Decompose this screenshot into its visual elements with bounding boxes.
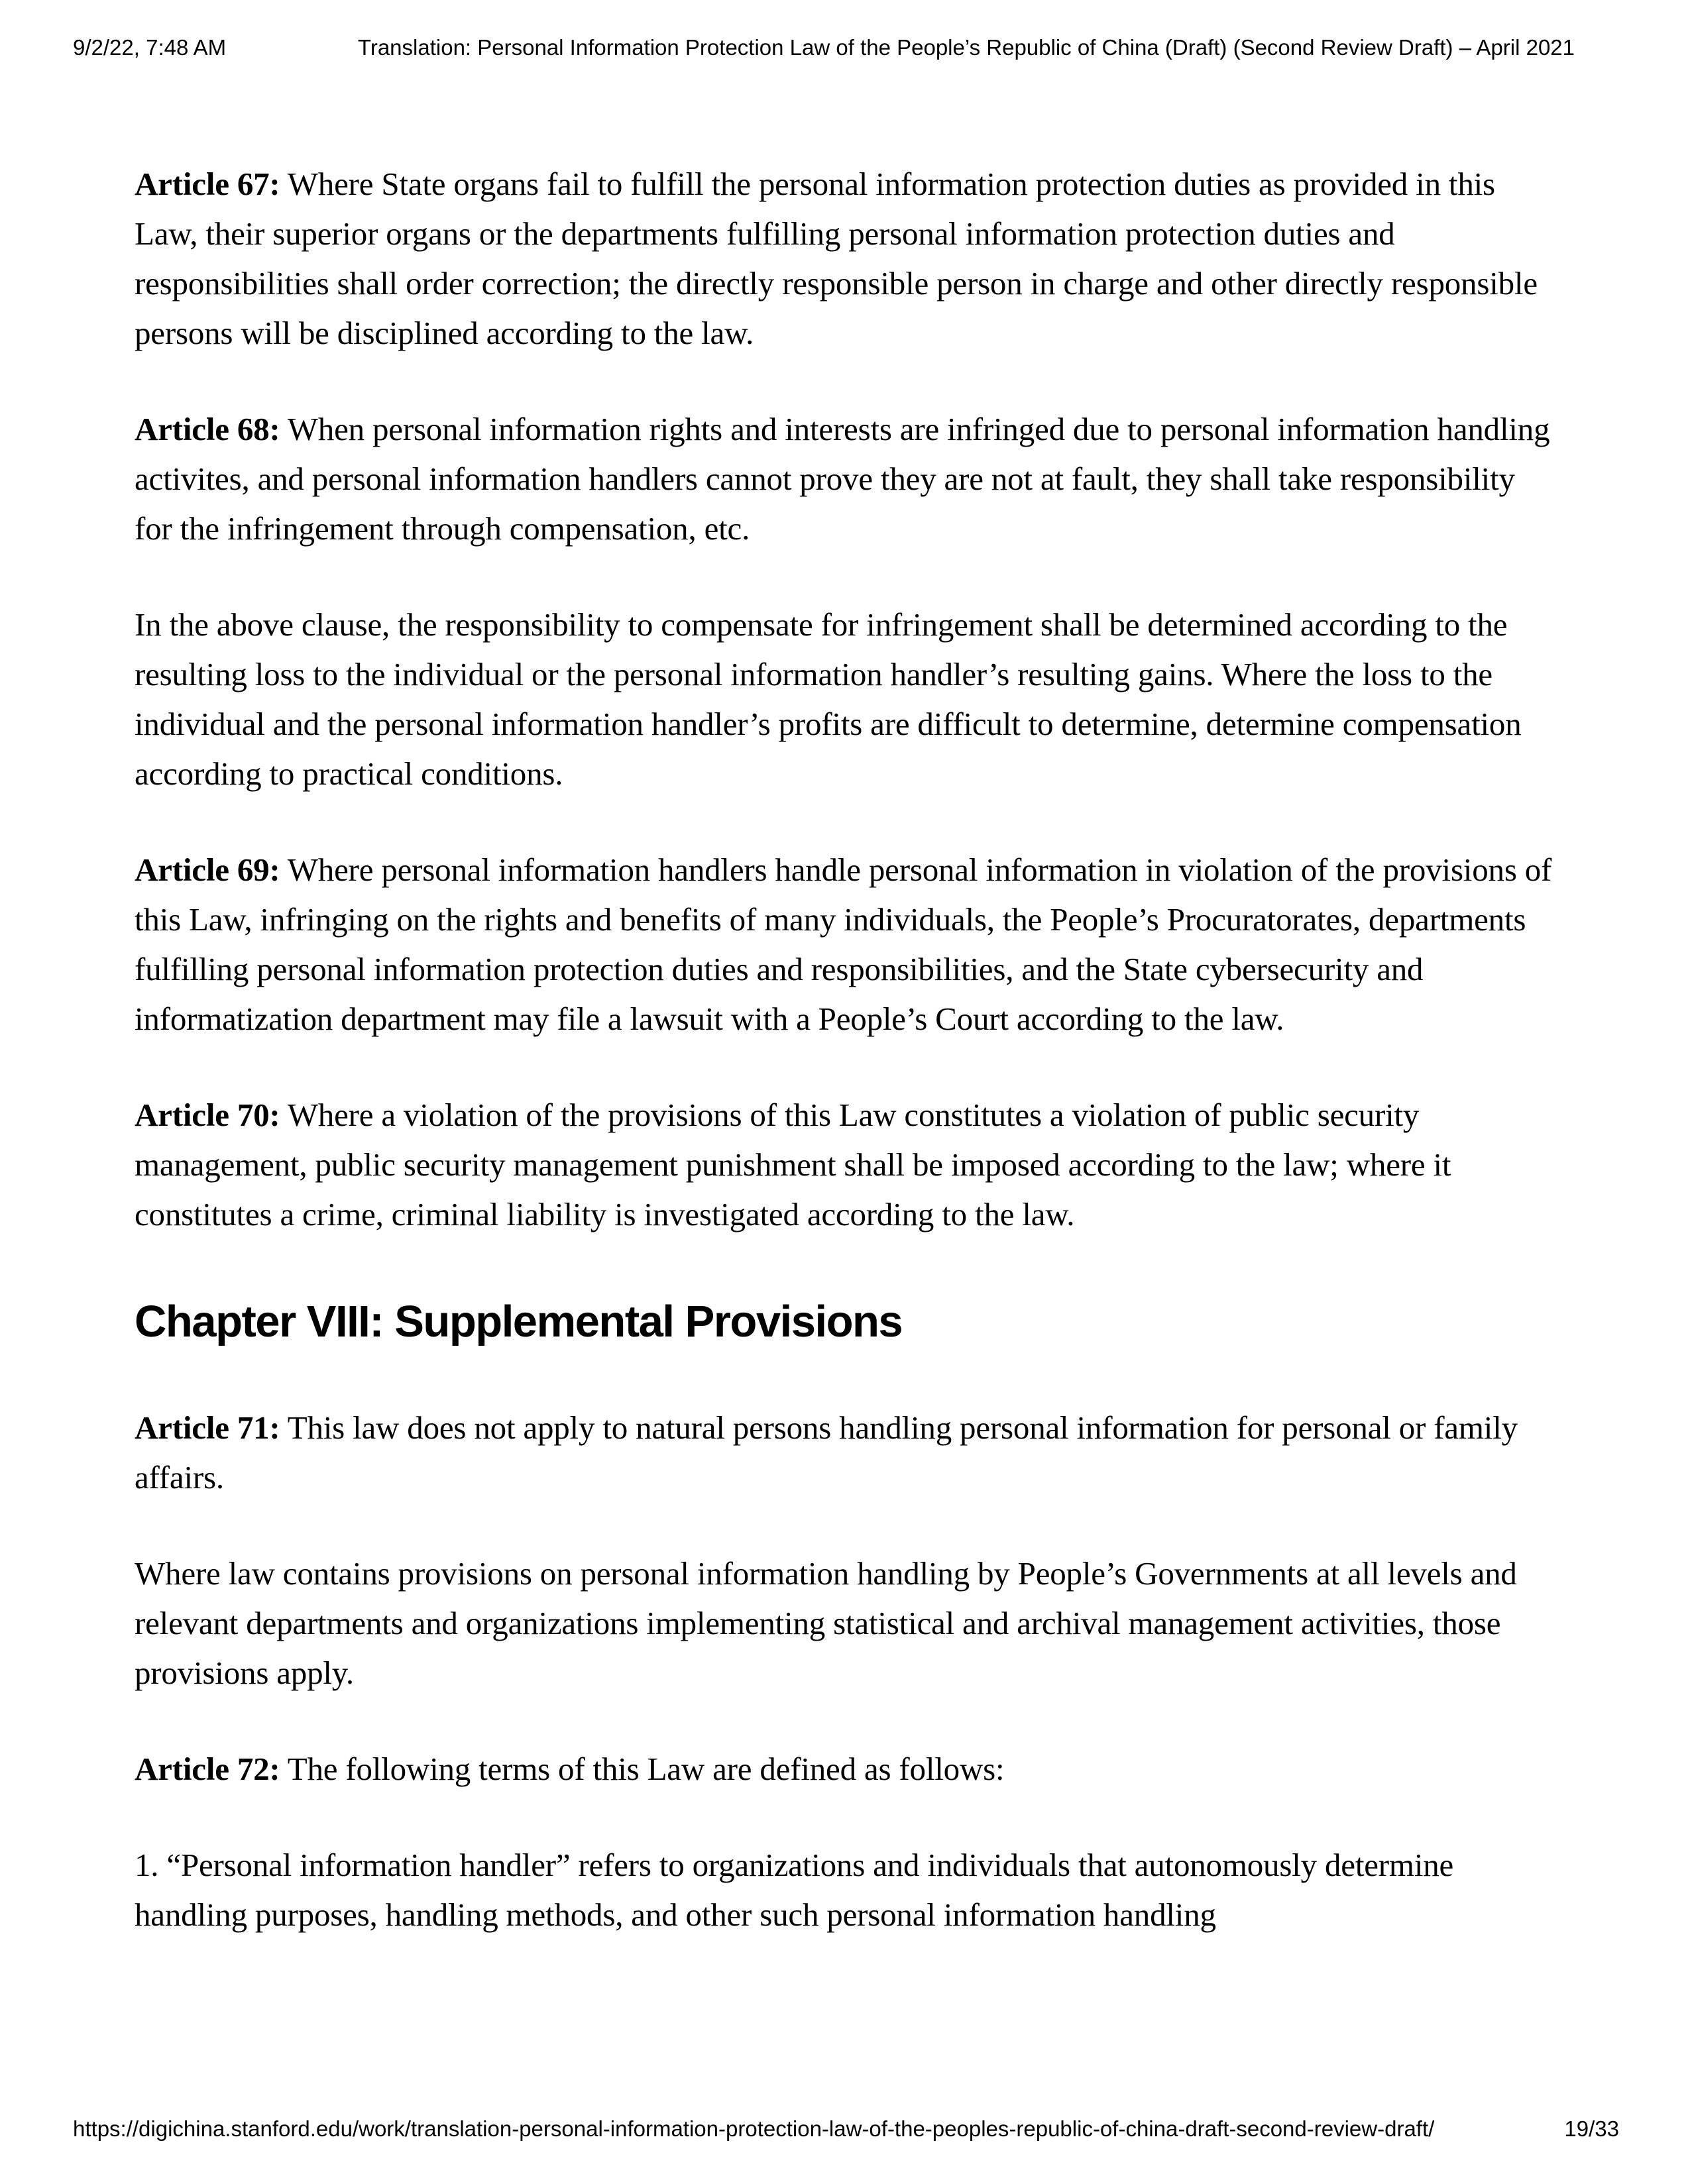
article-label: Article 68: — [135, 411, 280, 447]
article-paragraph — [135, 1549, 1558, 1698]
article-paragraph — [135, 845, 1558, 1044]
article-paragraph — [135, 404, 1558, 553]
article-label: Article 67: — [135, 166, 280, 202]
article-paragraph — [135, 1744, 1558, 1794]
print-footer-page-number: 19/33 — [1564, 2116, 1619, 2141]
article-label: Article 72: — [135, 1751, 280, 1788]
print-header-title: Translation: Personal Information Protection Law of the People’s Republic of China (Draft) (Second Review Draft) – April 2021 — [357, 35, 1575, 60]
paragraph-text: 1. “Personal information handler” refers to organizations and individuals that autonomously determine handling purposes, handling methods, and other such personal information handling — [135, 1847, 1454, 1934]
article-paragraph — [135, 159, 1558, 358]
article-label: Article 70: — [135, 1097, 280, 1133]
paragraph-text: This law does not apply to natural persons handling personal information for personal or family affairs. — [135, 1409, 1518, 1496]
article-paragraph — [135, 1090, 1558, 1239]
print-footer-url: https://digichina.stanford.edu/work/translation-personal-information-protection-law-of-the-peoples-republic-of-china-draft-second-review-draft/ — [73, 2116, 1435, 2141]
article-paragraph — [135, 1403, 1558, 1502]
paragraph-text: When personal information rights and interests are infringed due to personal information handling activites, and personal information handlers cannot prove they are not at fault, they shall take responsibility for the infringement through compensation, etc. — [135, 411, 1550, 547]
chapter-heading: Chapter VIII: Supplemental Provisions — [135, 1297, 903, 1346]
article-paragraph — [135, 1840, 1558, 1939]
print-header-datetime: 9/2/22, 7:48 AM — [73, 35, 227, 60]
paragraph-text: Where State organs fail to fulfill the personal information protection duties as provided in this Law, their superior organs or the departments fulfilling personal information protection duties and responsibilities shall order correction; the directly responsible person in charge and other directly responsible persons will be disciplined according to the law. — [135, 166, 1538, 351]
paragraph-text: In the above clause, the responsibility to compensate for infringement shall be determined according to the resulting loss to the individual or the personal information handler’s resulting gains. Where the loss to the individual and the personal information handler’s profits are difficult to determine, determine compensation according to practical conditions. — [135, 606, 1522, 792]
paragraph-text: Where law contains provisions on personal information handling by People’s Governments at all levels and relevant departments and organizations implementing statistical and archival management activities, those provisions apply. — [135, 1555, 1517, 1692]
document-body — [135, 159, 1558, 1986]
paragraph-text: Where a violation of the provisions of this Law constitutes a violation of public security management, public security management punishment shall be imposed according to the law; where it constitutes a crime, criminal liability is investigated according to the law. — [135, 1097, 1451, 1232]
article-label: Article 69: — [135, 851, 280, 888]
article-paragraph — [135, 600, 1558, 798]
paragraph-text: Where personal information handlers handle personal information in violation of the provisions of this Law, infringing on the rights and benefits of many individuals, the People’s Procuratorates, departments fulfilling personal information protection duties and responsibilities, and the State cybersecurity and informatization department may file a lawsuit with a People’s Court according to the law. — [135, 851, 1552, 1037]
article-label: Article 71: — [135, 1409, 280, 1447]
paragraph-text: The following terms of this Law are defined as follows: — [287, 1751, 1005, 1788]
